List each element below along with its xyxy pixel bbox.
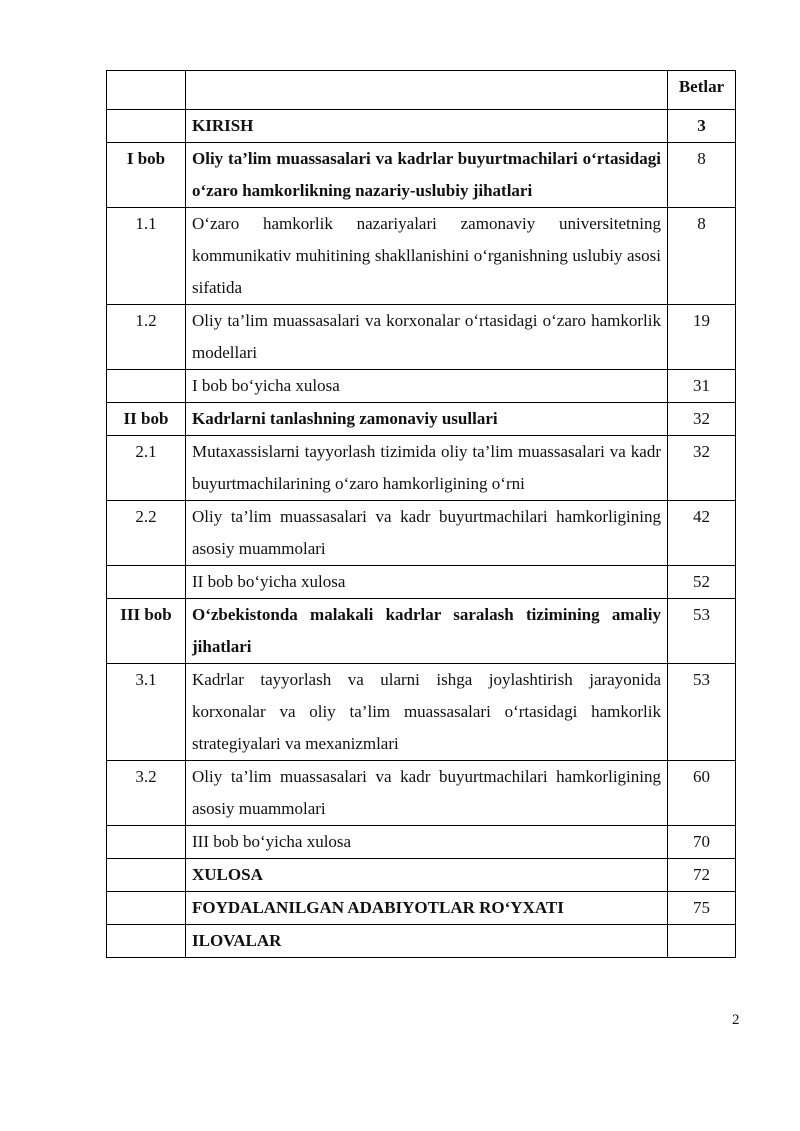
toc-section-number: II bob <box>107 403 186 436</box>
toc-section-number: 3.1 <box>107 664 186 761</box>
toc-row <box>107 501 736 566</box>
toc-section-title: Mutaxassislarni tayyorlash tizimida oliy ta’lim muassasalari va kadr buyurtmachilarining o‘zaro hamkorligining o‘rni <box>186 436 668 501</box>
toc-row <box>107 110 736 143</box>
toc-row <box>107 208 736 305</box>
toc-row <box>107 403 736 436</box>
toc-page-number: 32 <box>668 436 736 501</box>
toc-page-number: 19 <box>668 305 736 370</box>
toc-section-title: ILOVALAR <box>186 925 668 958</box>
table-of-contents <box>106 70 736 958</box>
toc-section-title: O‘zaro hamkorlik nazariyalari zamonaviy universitetning kommunikativ muhitining shakllanishini o‘rganishning uslubiy asosi sifatida <box>186 208 668 305</box>
toc-row <box>107 599 736 664</box>
toc-page-number: 70 <box>668 826 736 859</box>
toc-row <box>107 826 736 859</box>
toc-section-title: I bob bo‘yicha xulosa <box>186 370 668 403</box>
toc-section-number: I bob <box>107 143 186 208</box>
toc-page-number: 42 <box>668 501 736 566</box>
toc-row <box>107 664 736 761</box>
page-number: 2 <box>732 1012 740 1028</box>
toc-row <box>107 305 736 370</box>
toc-row <box>107 370 736 403</box>
toc-page-number: 8 <box>668 208 736 305</box>
header-cell-pages: Betlar <box>668 71 736 110</box>
toc-page-number: 72 <box>668 859 736 892</box>
toc-section-title: III bob bo‘yicha xulosa <box>186 826 668 859</box>
toc-page-number: 31 <box>668 370 736 403</box>
toc-page-number <box>668 925 736 958</box>
toc-page-number: 32 <box>668 403 736 436</box>
toc-section-number: 2.1 <box>107 436 186 501</box>
toc-row <box>107 143 736 208</box>
toc-section-title: Kadrlar tayyorlash va ularni ishga joylashtirish jarayonida korxonalar va oliy ta’lim muassasalari o‘rtasidagi hamkorlik strategiyalari va mexanizmlari <box>186 664 668 761</box>
toc-section-number <box>107 566 186 599</box>
toc-row <box>107 566 736 599</box>
toc-section-number <box>107 859 186 892</box>
toc-section-number <box>107 892 186 925</box>
toc-section-title: Oliy ta’lim muassasalari va korxonalar o‘rtasidagi o‘zaro hamkorlik modellari <box>186 305 668 370</box>
toc-section-title: O‘zbekistonda malakali kadrlar saralash tizimining amaliy jihatlari <box>186 599 668 664</box>
toc-section-title: KIRISH <box>186 110 668 143</box>
header-cell-number <box>107 71 186 110</box>
toc-page-number: 53 <box>668 664 736 761</box>
toc-section-title: Oliy ta’lim muassasalari va kadrlar buyurtmachilari o‘rtasidagi o‘zaro hamkorlikning nazariy-uslubiy jihatlari <box>186 143 668 208</box>
toc-section-title: Oliy ta’lim muassasalari va kadr buyurtmachilari hamkorligining asosiy muammolari <box>186 761 668 826</box>
toc-section-title: XULOSA <box>186 859 668 892</box>
toc-section-number: 1.2 <box>107 305 186 370</box>
table-header-row <box>107 71 736 110</box>
toc-section-number: III bob <box>107 599 186 664</box>
toc-section-number <box>107 370 186 403</box>
toc-section-title: II bob bo‘yicha xulosa <box>186 566 668 599</box>
toc-page-number: 53 <box>668 599 736 664</box>
toc-section-number: 2.2 <box>107 501 186 566</box>
toc-page-number: 8 <box>668 143 736 208</box>
toc-row <box>107 436 736 501</box>
toc-section-number <box>107 110 186 143</box>
toc-row <box>107 761 736 826</box>
toc-section-title: FOYDALANILGAN ADABIYOTLAR RO‘YXATI <box>186 892 668 925</box>
header-cell-title <box>186 71 668 110</box>
toc-page-number: 75 <box>668 892 736 925</box>
toc-section-number: 1.1 <box>107 208 186 305</box>
toc-section-number: 3.2 <box>107 761 186 826</box>
toc-page-number: 3 <box>668 110 736 143</box>
toc-row <box>107 925 736 958</box>
toc-page-number: 52 <box>668 566 736 599</box>
toc-section-title: Oliy ta’lim muassasalari va kadr buyurtmachilari hamkorligining asosiy muammolari <box>186 501 668 566</box>
toc-page-number: 60 <box>668 761 736 826</box>
toc-row <box>107 892 736 925</box>
toc-section-title: Kadrlarni tanlashning zamonaviy usullari <box>186 403 668 436</box>
toc-section-number <box>107 826 186 859</box>
toc-row <box>107 859 736 892</box>
toc-section-number <box>107 925 186 958</box>
